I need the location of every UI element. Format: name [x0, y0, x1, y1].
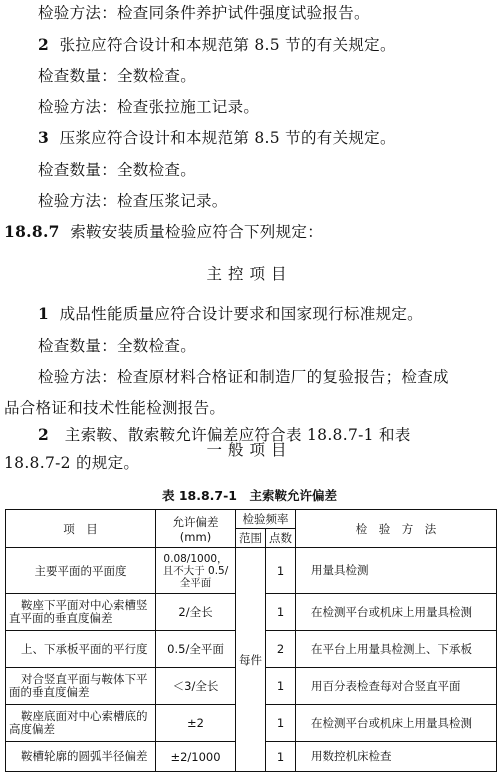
header-item: 项 目	[6, 510, 156, 548]
table-row: 上、下承板平面的平行度 0.5/全平面 2 在平台上用量具检测上、下承板	[6, 631, 497, 668]
text-line: 品合格证和技术性能检测报告。	[4, 399, 226, 417]
header-tolerance: 允许偏差 (mm)	[156, 510, 236, 548]
scope-cell: 每件	[236, 548, 266, 772]
table-row: 主要平面的平面度 0.08/1000，且不大于 0.5/全平面 每件 1 用量具检测	[6, 548, 497, 594]
text-line: 3 压浆应符合设计和本规范第 8.5 节的有关规定。	[38, 128, 396, 147]
text-line: 2 主索鞍、散索鞍允许偏差应符合表 18.8.7-1 和表	[38, 425, 411, 444]
text-line: 检验方法：检查同条件养护试件强度试验报告。	[38, 4, 370, 22]
header-method: 检 验 方 法	[296, 510, 497, 548]
table-row: 鞍座底面对中心索槽底的高度偏差 ±2 1 在检测平台或机床上用量具检测	[6, 705, 497, 742]
section-heading-general: 一般项目	[206, 441, 293, 459]
text-line: 检查数量：全数检查。	[38, 337, 197, 355]
header-frequency: 检验频率	[236, 510, 296, 529]
text-line: 检验方法：检查原材料合格证和制造厂的复验报告；检查成	[38, 368, 449, 386]
text-line: 检查数量：全数检查。	[38, 161, 197, 179]
table-caption: 表 18.8.7-1 主索鞍允许偏差	[161, 488, 338, 503]
text-line: 18.8.7-2 的规定。	[4, 454, 140, 472]
text-line: 检查数量：全数检查。	[38, 67, 197, 85]
table-row: 鞍槽轮廓的圆弧半径偏差 ±2/1000 1 用数控机床检查	[6, 742, 497, 772]
clause-heading: 18.8.7 索鞍安装质量检验应符合下列规定：	[4, 222, 324, 241]
text-line: 1 成品性能质量应符合设计要求和国家现行标准规定。	[38, 304, 423, 323]
table-row: 鞍座下平面对中心索槽竖直平面的垂直度偏差 2/全长 1 在检测平台或机床上用量具检测	[6, 594, 497, 631]
header-scope: 范围	[236, 529, 266, 548]
table-row: 对合竖直平面与鞍体下平面的垂直度偏差 ＜3/全长 1 用百分表检查每对合竖直平面	[6, 668, 497, 705]
text-line: 检验方法：检查压浆记录。	[38, 192, 228, 210]
text-line: 检验方法：检查张拉施工记录。	[38, 98, 260, 116]
text-line: 2 张拉应符合设计和本规范第 8.5 节的有关规定。	[38, 35, 396, 54]
tolerance-table	[5, 509, 497, 772]
header-points: 点数	[266, 529, 296, 548]
section-heading-main: 主控项目	[206, 265, 293, 283]
